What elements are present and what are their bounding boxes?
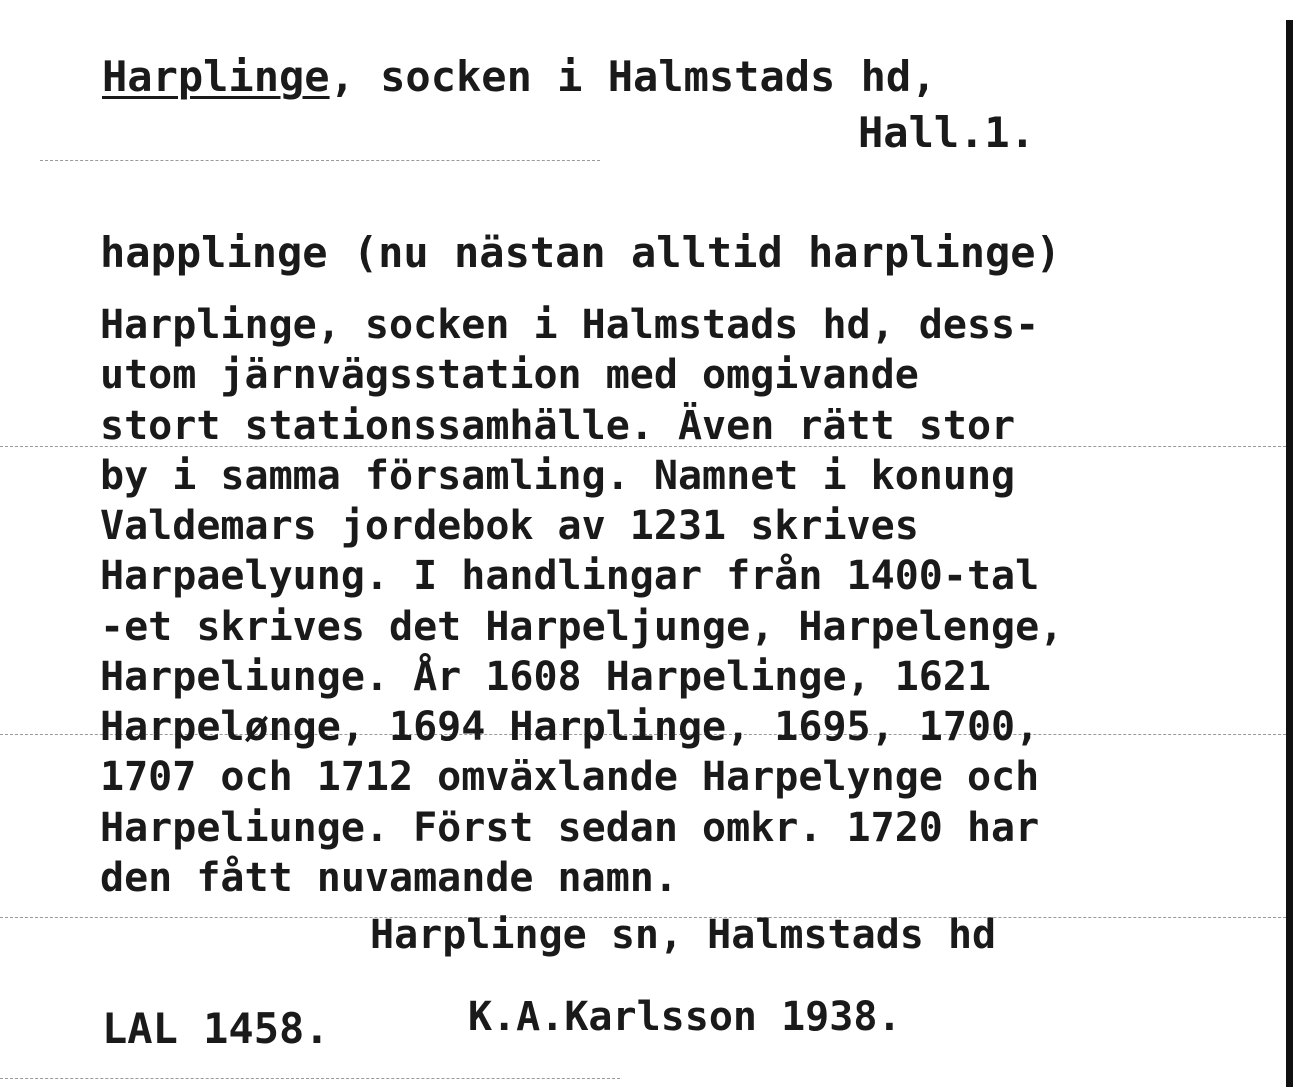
body-line-7: -et skrives det Harpeljunge, Harpelenge, [100,604,1064,650]
reference-code: LAL 1458. [102,1004,330,1053]
card-title [102,52,936,101]
body-line-3: stort stationssamhälle. Även rätt stor [100,403,1016,449]
pronunciation-line: happlinge (nu nästan alltid harplinge) [100,228,1061,277]
body-line-2: utom järnvägsstation med omgivande [100,352,919,398]
body-line-12: den fått nuvamande namn. [100,855,678,901]
place-name: Harplinge [102,52,330,101]
author-line: K.A.Karlsson 1938. [468,994,902,1040]
body-line-9: Harpelønge, 1694 Harplinge, 1695, 1700, [100,704,1040,750]
province-code: Hall.1. [858,108,1036,157]
card-rule [0,1078,620,1079]
body-line-1: Harplinge, socken i Halmstads hd, dess- [100,302,1040,348]
header-rest: , socken i Halmstads hd, [329,52,937,101]
card-edge-line [1286,20,1293,1087]
body-line-6: Harpaelyung. I handlingar från 1400-tal [100,553,1040,599]
signature-line: Harplinge sn, Halmstads hd [370,912,997,958]
card-rule [40,160,600,161]
body-line-8: Harpeliunge. År 1608 Harpelinge, 1621 [100,654,992,700]
body-line-4: by i samma församling. Namnet i konung [100,453,1016,499]
body-line-11: Harpeliunge. Först sedan omkr. 1720 har [100,805,1040,851]
body-line-10: 1707 och 1712 omväxlande Harpelynge och [100,754,1040,800]
body-line-5: Valdemars jordebok av 1231 skrives [100,503,919,549]
